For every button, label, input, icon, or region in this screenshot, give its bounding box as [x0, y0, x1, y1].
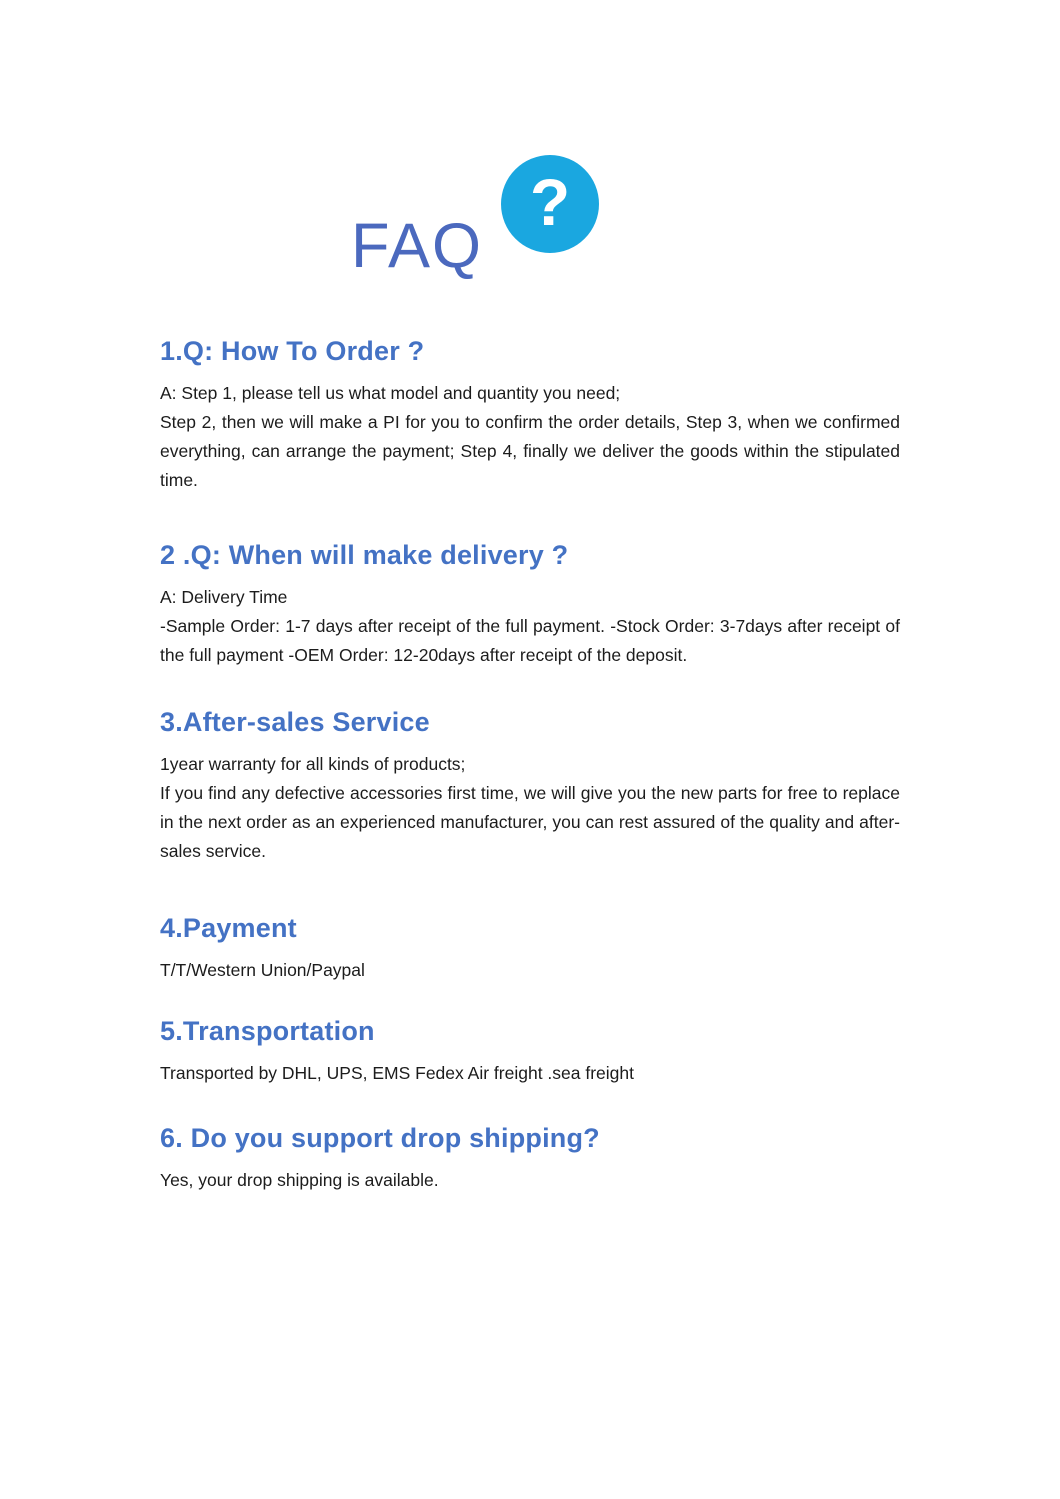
faq-section — [160, 539, 900, 670]
section-heading: 1.Q: How To Order ? — [160, 336, 425, 366]
section-paragraph: A: Step 1, please tell us what model and quantity you need; — [160, 383, 621, 403]
section-body — [160, 956, 900, 985]
faq-section — [160, 912, 900, 985]
question-mark-icon — [501, 155, 599, 253]
section-heading: 2 .Q: When will make delivery ? — [160, 540, 569, 570]
section-body — [160, 583, 900, 670]
faq-section — [160, 1015, 900, 1088]
faq-title-block — [0, 0, 1005, 283]
faq-section — [160, 706, 900, 866]
section-body — [160, 379, 900, 495]
faq-section — [160, 335, 900, 495]
faq-content — [160, 335, 900, 1195]
section-paragraph: Transported by DHL, UPS, EMS Fedex Air freight .sea freight — [160, 1063, 634, 1083]
section-heading: 5.Transportation — [160, 1016, 375, 1046]
section-paragraph: Step 2, then we will make a PI for you to confirm the order details, Step 3, when we confirmed everything, can arrange the payment; Step 4, finally we deliver the goods within the stipulated time. — [160, 412, 900, 490]
section-paragraph: -Sample Order: 1-7 days after receipt of the full payment. -Stock Order: 3-7days after receipt of the full payment -OEM Order: 12-20days after receipt of the deposit. — [160, 616, 900, 665]
question-mark-glyph: ? — [529, 165, 571, 239]
section-paragraph: If you find any defective accessories first time, we will give you the new parts for free to replace in the next order as an experienced manufacturer, you can rest assured of the quality and after-sales service. — [160, 783, 900, 861]
section-heading: 3.After-sales Service — [160, 707, 430, 737]
section-heading: 4.Payment — [160, 913, 297, 943]
section-paragraph: 1year warranty for all kinds of products; — [160, 754, 466, 774]
faq-section — [160, 1122, 900, 1195]
section-paragraph: Yes, your drop shipping is available. — [160, 1170, 439, 1190]
section-paragraph: T/T/Western Union/Paypal — [160, 960, 365, 980]
section-heading: 6. Do you support drop shipping? — [160, 1123, 600, 1153]
page-title: FAQ — [350, 211, 484, 281]
section-paragraph: A: Delivery Time — [160, 587, 288, 607]
section-body — [160, 750, 900, 866]
section-body — [160, 1166, 900, 1195]
section-body — [160, 1059, 900, 1088]
